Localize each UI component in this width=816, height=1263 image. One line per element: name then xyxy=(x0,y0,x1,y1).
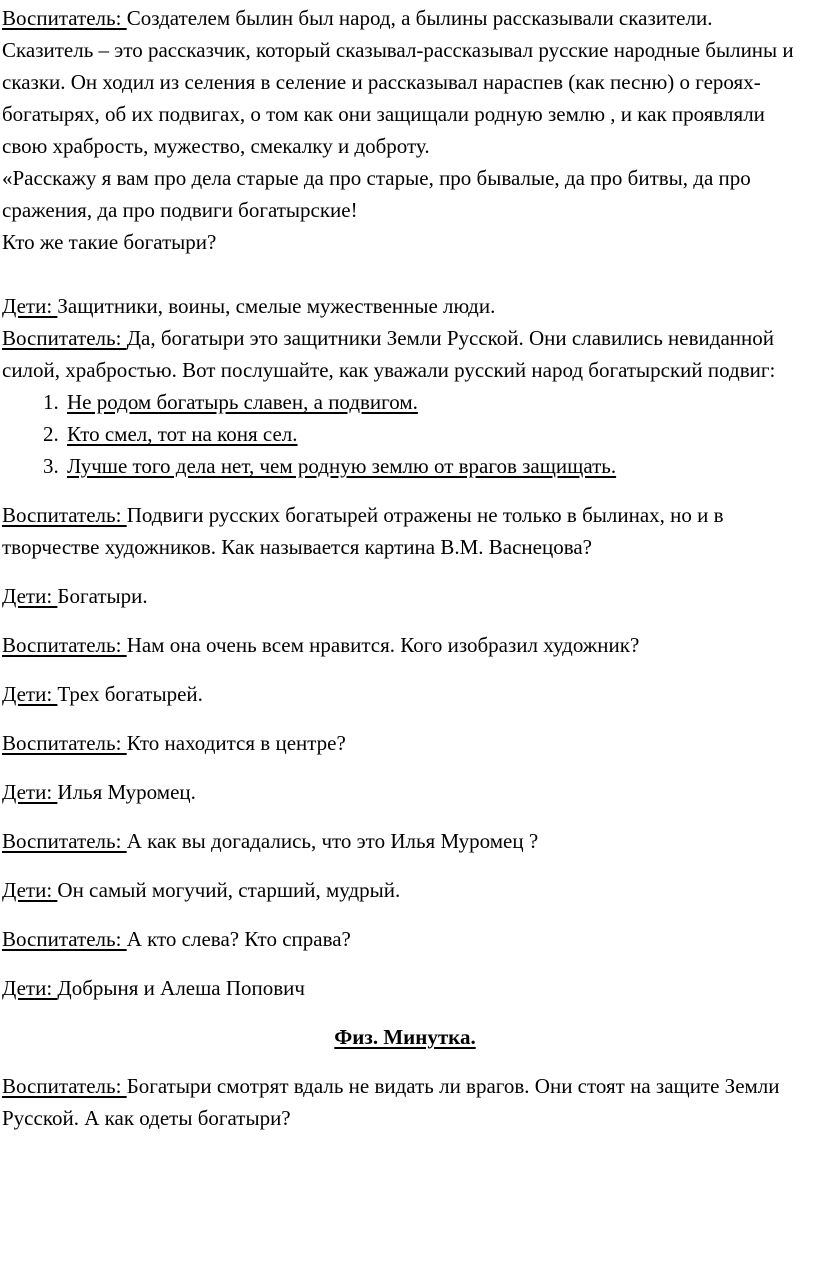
line-text: Подвиги русских богатырей отражены не только в былинах, но и в творчестве художников. Как называется картина В.М. Васнецова? xyxy=(2,503,724,559)
storyteller-paragraph: Сказитель – это рассказчик, который сказывал-рассказывал русские народные былины и сказки. Он ходил из селения в селение и рассказывал нараспев (как песню) о героях-богатырях, об их подвигах, о том как они защищали родную землю , и как проявляли свою храбрость, мужество, смекалку и доброту. xyxy=(2,38,794,158)
teacher-line-5 xyxy=(2,727,808,759)
line-text: Создателем былин был народ, а былины рассказывали сказители. xyxy=(126,6,713,30)
speaker-teacher: Воспитатель: xyxy=(2,6,127,30)
line-text: Богатыри. xyxy=(57,584,148,608)
sayings-list xyxy=(2,386,808,482)
speaker-teacher: Воспитатель: xyxy=(2,1074,127,1098)
list-item xyxy=(64,418,808,450)
list-item xyxy=(64,386,808,418)
speaker-teacher: Воспитатель: xyxy=(2,503,127,527)
speaker-children: Дети: xyxy=(2,976,58,1000)
speaker-children: Дети: xyxy=(2,682,58,706)
teacher-line-7 xyxy=(2,923,808,955)
line-text: Трех богатырей. xyxy=(57,682,203,706)
speaker-teacher: Воспитатель: xyxy=(2,829,127,853)
speaker-children: Дети: xyxy=(2,584,58,608)
saying-text: Не родом богатырь славен, а подвигом. xyxy=(67,390,418,414)
speaker-children: Дети: xyxy=(2,294,58,318)
line-text: А кто слева? Кто справа? xyxy=(126,927,351,951)
children-line-6 xyxy=(2,972,808,1004)
teacher-line-4 xyxy=(2,629,808,661)
line-text: А как вы догадались, что это Илья Муромец ? xyxy=(126,829,539,853)
line-text: Илья Муромец. xyxy=(57,780,196,804)
storyteller-quote: «Расскажу я вам про дела старые да про старые, про бывалые, да про битвы, да про сражения, да про подвиги богатырские! xyxy=(2,166,751,222)
speaker-teacher: Воспитатель: xyxy=(2,633,127,657)
speaker-teacher: Воспитатель: xyxy=(2,326,127,350)
teacher-line-3 xyxy=(2,499,808,563)
saying-text: Лучше того дела нет, чем родную землю от врагов защищать. xyxy=(67,454,617,478)
teacher-line-6 xyxy=(2,825,808,857)
line-text: Богатыри смотрят вдаль не видать ли врагов. Они стоят на защите Земли Русской. А как одеты богатыри? xyxy=(2,1074,780,1130)
section-heading: Физ. Минутка. xyxy=(334,1025,476,1049)
line-text: Добрыня и Алеша Попович xyxy=(57,976,305,1000)
teacher-line-8 xyxy=(2,1070,808,1134)
saying-text: Кто смел, тот на коня сел. xyxy=(67,422,298,446)
line-text: Нам она очень всем нравится. Кого изобразил художник? xyxy=(126,633,640,657)
question-line: Кто же такие богатыри? xyxy=(2,230,217,254)
teacher-line-2 xyxy=(2,322,808,386)
speaker-children: Дети: xyxy=(2,878,58,902)
line-text: Кто находится в центре? xyxy=(126,731,346,755)
children-line-5 xyxy=(2,874,808,906)
children-line-4 xyxy=(2,776,808,808)
children-line-1 xyxy=(2,290,808,322)
line-text: Да, богатыри это защитники Земли Русской. Они славились невиданной силой, храбростью. Вот послушайте, как уважали русский народ богатырский подвиг: xyxy=(2,326,776,382)
line-text: Защитники, воины, смелые мужественные люди. xyxy=(57,294,496,318)
line-text: Он самый могучий, старший, мудрый. xyxy=(57,878,401,902)
speaker-teacher: Воспитатель: xyxy=(2,731,127,755)
children-line-2 xyxy=(2,580,808,612)
speaker-teacher: Воспитатель: xyxy=(2,927,127,951)
speaker-children: Дети: xyxy=(2,780,58,804)
teacher-line-1 xyxy=(2,2,808,34)
children-line-3 xyxy=(2,678,808,710)
list-item xyxy=(64,450,808,482)
